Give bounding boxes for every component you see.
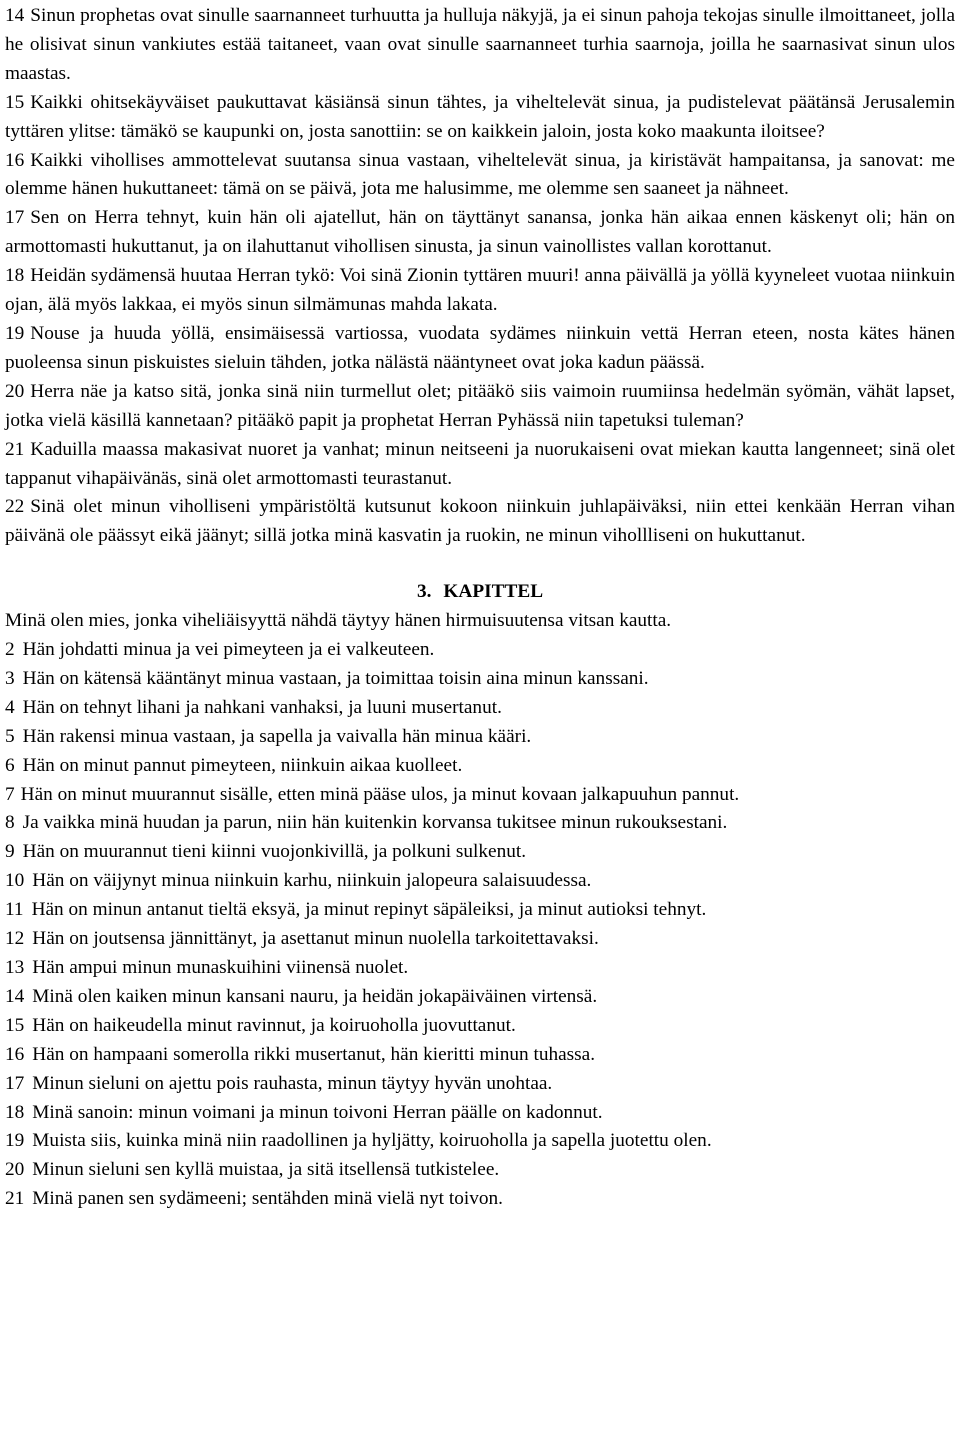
verse-text: Hän on minun antanut tieltä eksyä, ja minut repinyt säpäleiksi, ja minut autioksi tehnyt.	[31, 899, 707, 921]
verse-text: Hän on haikeudella minut ravinnut, ja koiruoholla juovuttanut.	[32, 1014, 516, 1036]
verse-text: Hän johdatti minua ja vei pimeyteen ja ei valkeuteen.	[22, 639, 435, 661]
verse-2-22	[5, 493, 955, 551]
verse-text: Heidän sydämensä huutaa Herran tykö: Voi sinä Zionin tyttären muuri! anna päivällä ja yöllä kyyneleet vuotaa niinkuin ojan, älä myös lakkaa, ei myös sinun silmämunas mahda lakata.	[5, 265, 955, 316]
verse-text: Kaduilla maassa makasivat nuoret ja vanhat; minun neitseeni ja nuorukaiseni ovat miekan kautta langenneet; sinä olet tappanut vihapäivänäs, sinä olet armottomasti teurastanut.	[5, 438, 955, 489]
verse-number: 16	[5, 1043, 25, 1065]
verse-text: Nouse ja huuda yöllä, ensimäisessä vartiossa, vuodata sydämes niinkuin vettä Herran eteen, nosta kätes hänen puoleensa sinun piskuistes sieluin tähden, jotka nälästä nääntyneet ovat joka kadun päässä.	[5, 322, 955, 373]
verse-3-17	[5, 1070, 955, 1099]
verse-3-13	[5, 954, 955, 983]
verse-number: 22	[5, 496, 25, 518]
verse-number: 15	[5, 91, 25, 113]
verse-number: 17	[5, 1072, 25, 1094]
verse-text: Sinun prophetas ovat sinulle saarnanneet turhuutta ja hulluja näkyjä, ja ei sinun pahoja tekojas sinulle ilmoittaneet, jolla he olisivat sinun vankiutes estää taitaneet, vaan ovat sinulle saarnanneet turhia saarnoja, joilla he saarnasivat sinun ulos maastas.	[5, 5, 955, 84]
verse-text: Hän on muurannut tieni kiinni vuojonkivillä, ja polkuni sulkenut.	[22, 841, 527, 863]
verse-text: Hän on kätensä kääntänyt minua vastaan, ja toimittaa toisin aina minun kanssani.	[22, 667, 649, 689]
verse-3-19	[5, 1127, 955, 1156]
verse-number: 18	[5, 265, 25, 287]
verse-text: Kaikki ohitsekäyväiset paukuttavat käsiänsä sinun tähtes, ja viheltelevät sinua, ja pudistelevat päätänsä Jerusalemin tyttären ylitse: tämäkö se kaupunki on, josta sanottiin: se on kaikkein jaloin, josta koko maakunta iloitsee?	[5, 91, 955, 142]
verse-number: 6	[5, 754, 15, 776]
verse-number: 17	[5, 207, 25, 229]
verse-3-8	[5, 809, 955, 838]
verse-text: Hän on tehnyt lihani ja nahkani vanhaksi, ja luuni musertanut.	[22, 696, 502, 718]
verse-3-9	[5, 838, 955, 867]
chapter-number: 3.	[416, 581, 432, 603]
verse-2-18	[5, 262, 955, 320]
verse-number: 21	[5, 438, 25, 460]
verse-text: Minun sieluni sen kyllä muistaa, ja sitä itsellensä tutkistelee.	[32, 1159, 500, 1181]
verse-3-21	[5, 1185, 955, 1214]
verse-number: 19	[5, 322, 25, 344]
verse-text: Minä panen sen sydämeeni; sentähden minä vielä nyt toivon.	[32, 1188, 503, 1210]
verse-2-14	[5, 2, 955, 89]
verse-text: Hän on minut muurannut sisälle, etten minä pääse ulos, ja minut kovaan jalkapuuhun pannut.	[20, 783, 740, 805]
verse-text: Muista siis, kuinka minä niin raadollinen ja hyljätty, koiruoholla ja sapella juotettu olen.	[32, 1130, 712, 1152]
verse-number: 12	[5, 928, 25, 950]
verse-2-21	[5, 436, 955, 494]
verse-number: 13	[5, 957, 25, 978]
verse-number: 10	[5, 870, 25, 892]
verse-2-15	[5, 89, 955, 147]
verse-3-1	[5, 607, 955, 636]
verse-2-19	[5, 320, 955, 378]
verse-3-20	[5, 1156, 955, 1185]
chapter-heading	[5, 578, 955, 607]
verse-3-10	[5, 867, 955, 896]
verse-3-14	[5, 983, 955, 1012]
verse-text: Hän on joutsensa jännittänyt, ja asettanut minun nuolella tarkoitettavaksi.	[32, 928, 599, 950]
verse-number: 9	[5, 841, 15, 863]
verse-text: Hän on väijynyt minua niinkuin karhu, niinkuin jalopeura salaisuudessa.	[32, 870, 592, 892]
verse-3-4	[5, 694, 955, 723]
verse-3-6	[5, 752, 955, 781]
verse-number: 3	[5, 667, 15, 689]
verse-number: 20	[5, 1159, 25, 1181]
verse-text: Hän on minut pannut pimeyteen, niinkuin aikaa kuolleet.	[22, 754, 463, 776]
verse-number: 16	[5, 149, 25, 171]
verse-3-16	[5, 1041, 955, 1070]
verse-3-12	[5, 925, 955, 954]
chapter-title: KAPITTEL	[443, 581, 544, 603]
verse-text: Herra näe ja katso sitä, jonka sinä niin turmellut olet; pitääkö siis vaimoin ruumiinsa hedelmän syömän, vähät lapset, jotka vielä käsillä kannetaan? pitääkö papit ja prophetat Herran Pyhässä niin tapetuksi tuleman?	[5, 380, 955, 431]
verse-number: 14	[5, 5, 25, 26]
verse-text: Minä sanoin: minun voimani ja minun toivoni Herran päälle on kadonnut.	[32, 1101, 603, 1123]
verse-number: 20	[5, 380, 25, 402]
verse-text: Sinä olet minun viholliseni ympäristöltä kutsunut kokoon niinkuin juhlapäiväksi, niin ettei kenkään Herran vihan päivänä ole päässyt eikä jäänyt; sillä jotka minä kasvatin ja ruokin, ne minun vihollliseni on hukuttanut.	[5, 496, 955, 547]
chapter-2-verses	[5, 2, 955, 551]
verse-text: Minun sieluni on ajettu pois rauhasta, minun täytyy hyvän unohtaa.	[32, 1072, 553, 1094]
verse-2-16	[5, 147, 955, 205]
verse-number: 14	[5, 985, 25, 1007]
verse-2-17	[5, 204, 955, 262]
section-spacer	[5, 551, 955, 578]
verse-3-15	[5, 1012, 955, 1041]
verse-text: Ja vaikka minä huudan ja parun, niin hän kuitenkin korvansa tukitsee minun rukouksestani.	[22, 812, 728, 834]
verse-number: 18	[5, 1101, 25, 1123]
verse-text: Sen on Herra tehnyt, kuin hän oli ajatellut, hän on täyttänyt sanansa, jonka hän aikaa ennen käskenyt oli; hän on armottomasti hukuttanut, ja on ilahuttanut vihollisen sinusta, ja sinun vainollistes vallan korottanut.	[5, 207, 955, 258]
verse-2-20	[5, 378, 955, 436]
verse-text: Minä olen kaiken minun kansani nauru, ja heidän jokapäiväinen virtensä.	[32, 985, 598, 1007]
verse-text: Kaikki vihollises ammottelevat suutansa sinua vastaan, viheltelevät sinua, ja kiristävät hampaitansa, ja sanovat: me olemme hänen hukuttaneet: tämä on se päivä, jota me halusimme, me olemme sen saaneet ja nähneet.	[5, 149, 955, 200]
chapter-3-verses	[5, 607, 955, 1214]
verse-number: 7	[5, 783, 15, 805]
verse-number: 19	[5, 1130, 25, 1152]
verse-text: Minä olen mies, jonka viheliäisyyttä nähdä täytyy hänen hirmuisuutensa vitsan kautta.	[5, 610, 672, 632]
verse-3-11	[5, 896, 955, 925]
verse-3-18	[5, 1099, 955, 1128]
verse-text: Hän rakensi minua vastaan, ja sapella ja vaivalla hän minua kääri.	[22, 725, 532, 747]
verse-number: 4	[5, 696, 15, 718]
verse-3-7	[5, 781, 955, 810]
verse-number: 21	[5, 1188, 25, 1210]
verse-number: 8	[5, 812, 15, 834]
verse-number: 15	[5, 1014, 25, 1036]
verse-text: Hän ampui minun munaskuihini viinensä nuolet.	[32, 957, 409, 978]
verse-number: 11	[5, 899, 24, 921]
verse-text: Hän on hampaani somerolla rikki musertanut, hän kieritti minun tuhassa.	[32, 1043, 596, 1065]
verse-number: 5	[5, 725, 15, 747]
verse-3-5	[5, 723, 955, 752]
verse-3-3	[5, 665, 955, 694]
verse-number: 2	[5, 639, 15, 661]
verse-3-2	[5, 636, 955, 665]
